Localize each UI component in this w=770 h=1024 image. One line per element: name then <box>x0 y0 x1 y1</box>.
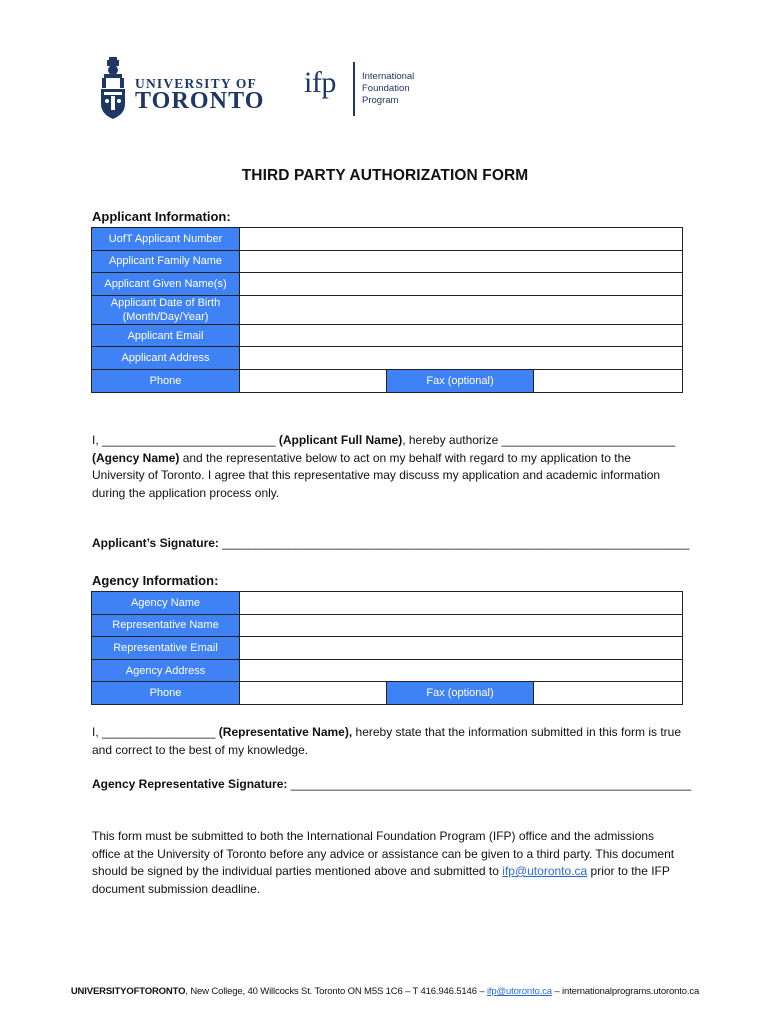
applicant-given-names-label: Applicant Given Name(s) <box>92 273 240 296</box>
agency-name-label: Agency Name <box>92 592 240 615</box>
table-row <box>92 250 683 273</box>
table-row <box>92 324 683 347</box>
authorization-paragraph <box>92 432 684 502</box>
footer-address: , New College, 40 Willcocks St. Toronto ON M5S 1C6 – T 416.946.5146 – <box>185 986 487 997</box>
form-title: THIRD PARTY AUTHORIZATION FORM <box>241 167 529 184</box>
applicant-dob-label-line2: (Month/Day/Year) <box>122 310 209 323</box>
footer-org: UNIVERSITYOFTORONTO <box>70 986 186 997</box>
applicant-fax-field[interactable] <box>534 369 683 392</box>
applicant-fax-label: Fax (optional) <box>387 369 534 392</box>
applicant-number-label: UofT Applicant Number <box>92 228 240 251</box>
applicant-dob-label-line1: Applicant Date of Birth <box>110 296 221 309</box>
applicant-family-name-field[interactable] <box>240 250 683 273</box>
ifp-logo-line1: International <box>362 71 415 82</box>
applicant-email-label: Applicant Email <box>92 324 240 347</box>
table-row <box>92 614 683 637</box>
representative-name-field[interactable] <box>240 614 683 637</box>
ifp-logo-mark: ifp <box>304 66 336 99</box>
statement-text-2: hereby state that the information submitted in this form is true and correct to the best of my knowledge. <box>92 725 682 757</box>
applicant-dob-label <box>92 295 240 324</box>
table-row <box>92 369 683 392</box>
crest-icon <box>98 56 128 120</box>
agency-section-heading: Agency Information: <box>92 573 219 588</box>
ifp-logo-line3: Program <box>362 95 399 106</box>
applicant-phone-field[interactable] <box>240 369 387 392</box>
agency-signature-line <box>92 777 691 791</box>
table-row <box>92 637 683 660</box>
uoft-logo-line2: TORONTO <box>135 88 265 114</box>
notice-text: This form must be submitted to both the International Foundation Program (IFP) office and the admissions office at the University of Toronto before any advice or assistance can be given to a third party. This document should be signed by the individual parties mentioned above and submitted to <box>92 829 675 878</box>
agency-signature-label: Agency Representative Signature: <box>92 777 288 791</box>
authorization-text-1: I, __________________________ <box>92 433 279 447</box>
agency-info-table <box>91 591 683 705</box>
table-row <box>92 228 683 251</box>
applicant-full-name-caption: (Applicant Full Name) <box>278 433 403 447</box>
submission-notice <box>92 828 682 898</box>
footer-email-link[interactable]: ifp@utoronto.ca <box>486 986 552 997</box>
agency-name-caption: (Agency Name) <box>92 450 180 465</box>
notice-email-link[interactable]: ifp@utoronto.ca <box>502 864 588 878</box>
table-row <box>92 273 683 296</box>
applicant-signature-line <box>92 536 689 550</box>
authorization-text-3: and the representative below to act on my behalf with regard to my application to the University of Toronto. I agree that this representative may discuss my application and academic information during the application process only. <box>92 450 661 500</box>
representative-statement <box>92 724 692 759</box>
table-row <box>92 295 683 324</box>
ifp-logo-text <box>362 71 414 107</box>
applicant-phone-label: Phone <box>92 369 240 392</box>
agency-signature-blank[interactable]: ____________________________________________________________ <box>287 777 692 791</box>
applicant-given-names-field[interactable] <box>240 273 683 296</box>
agency-name-field[interactable] <box>240 592 683 615</box>
ifp-logo-divider <box>353 62 355 116</box>
applicant-section-heading: Applicant Information: <box>92 209 231 224</box>
footer-site: – internationalprograms.utoronto.ca <box>551 986 700 997</box>
representative-email-field[interactable] <box>240 637 683 660</box>
table-row <box>92 682 683 705</box>
representative-name-label: Representative Name <box>92 614 240 637</box>
authorization-text-2: , hereby authorize __________________________ <box>402 433 676 447</box>
agency-address-label: Agency Address <box>92 659 240 682</box>
agency-phone-label: Phone <box>92 682 240 705</box>
table-row <box>92 347 683 370</box>
table-row <box>92 592 683 615</box>
representative-name-caption: (Representative Name), <box>218 725 353 739</box>
applicant-signature-blank[interactable]: ______________________________________________________________________ <box>218 536 690 550</box>
ifp-logo <box>304 62 434 122</box>
page-footer <box>0 986 770 997</box>
agency-phone-field[interactable] <box>240 682 387 705</box>
university-of-toronto-logo <box>98 56 278 122</box>
table-row <box>92 659 683 682</box>
statement-text-1: I, _________________ <box>92 725 219 739</box>
applicant-address-field[interactable] <box>240 347 683 370</box>
applicant-family-name-label: Applicant Family Name <box>92 250 240 273</box>
uoft-logo-line1: UNIVERSITY OF <box>135 76 257 91</box>
agency-fax-field[interactable] <box>534 682 683 705</box>
applicant-dob-field[interactable] <box>240 295 683 324</box>
applicant-number-field[interactable] <box>240 228 683 251</box>
applicant-signature-label: Applicant’s Signature: <box>92 536 219 550</box>
applicant-info-table <box>91 227 683 393</box>
ifp-logo-line2: Foundation <box>362 83 410 94</box>
representative-email-label: Representative Email <box>92 637 240 660</box>
notice-tail: prior to the IFP document submission deadline. <box>92 864 670 896</box>
agency-fax-label: Fax (optional) <box>387 682 534 705</box>
agency-address-field[interactable] <box>240 659 683 682</box>
applicant-address-label: Applicant Address <box>92 347 240 370</box>
applicant-email-field[interactable] <box>240 324 683 347</box>
